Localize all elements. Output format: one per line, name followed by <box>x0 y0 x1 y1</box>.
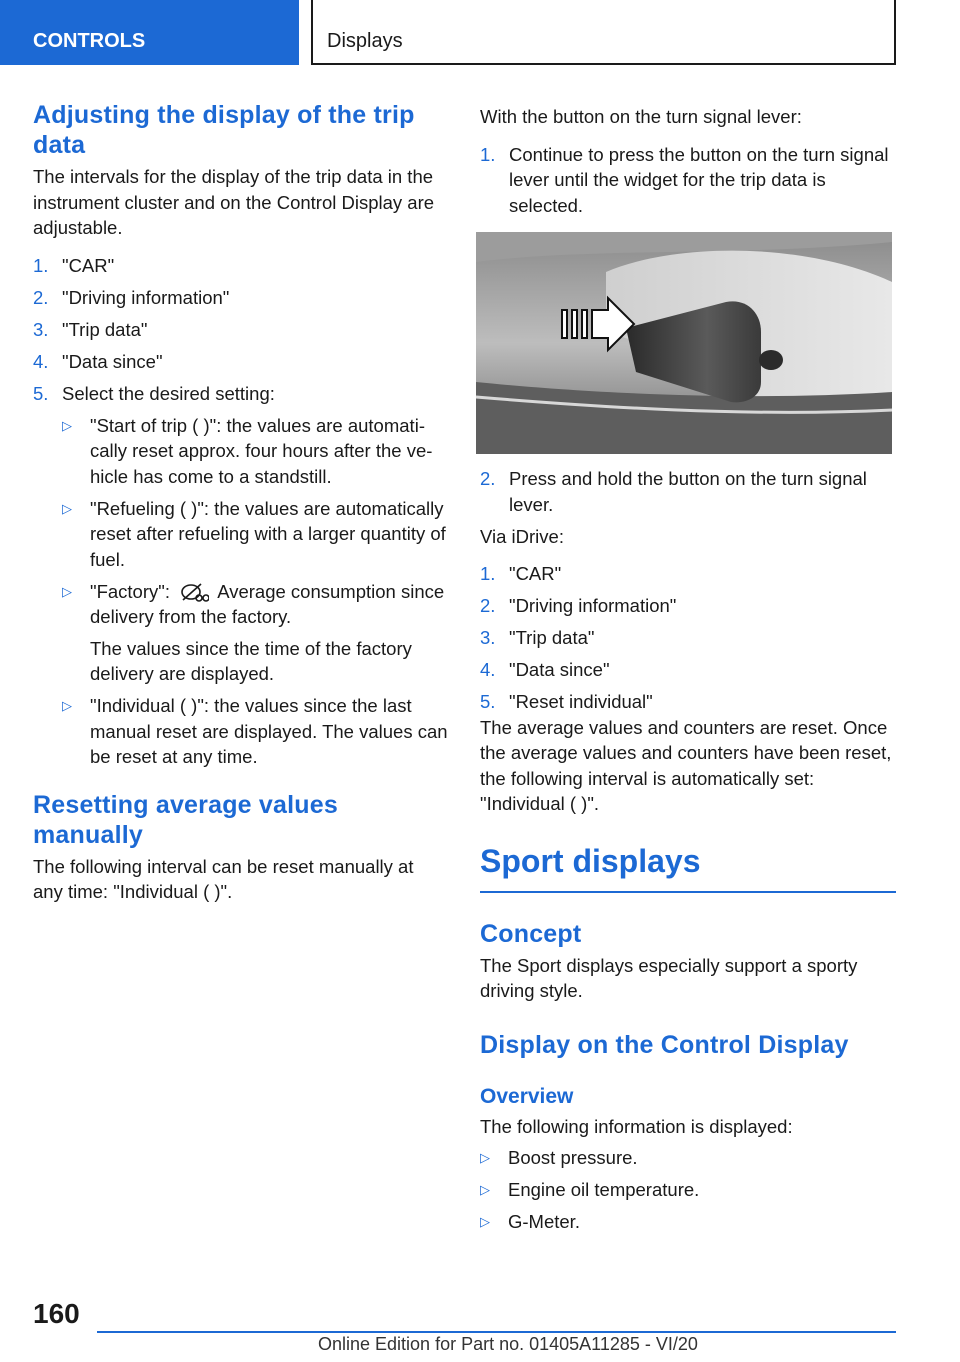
step-number: 1. <box>480 563 496 584</box>
triangle-right-icon: ▷ <box>480 1214 490 1229</box>
chapter-label: CONTROLS <box>33 30 146 52</box>
factory-symbol-icon <box>179 581 209 603</box>
list-item <box>480 142 896 219</box>
step-number: 2. <box>480 595 496 616</box>
step-text: Continue to press the button on the turn signal lever until the widget for the trip data is selected. <box>509 143 889 216</box>
list-item <box>480 625 896 651</box>
step-number: 5. <box>480 691 496 712</box>
overview-list <box>480 1145 896 1235</box>
step-text: "Trip data" <box>62 318 148 340</box>
adjust-intro-text: The intervals for the display of the trip data in the instrument cluster and on the Control Display are adjustable. <box>33 166 435 238</box>
list-item <box>480 1209 896 1235</box>
step-text: "Driving information" <box>509 595 677 616</box>
idrive-steps-list <box>480 561 896 715</box>
right-column <box>480 104 896 1241</box>
left-column <box>33 100 448 905</box>
step-text: "CAR" <box>62 254 115 276</box>
adjust-trip-display-heading: Adjusting the display of the trip data <box>33 101 415 159</box>
option-factory-label: "Factory": <box>90 580 170 602</box>
adjust-steps-list <box>33 253 448 407</box>
lever-intro-text: With the button on the turn signal lever: <box>480 106 802 127</box>
overview-intro-text: The following information is displayed: <box>480 1115 793 1137</box>
step-text: "Data since" <box>509 659 610 680</box>
list-item <box>62 496 448 573</box>
triangle-right-icon: ▷ <box>62 500 72 516</box>
reset-average-heading: Resetting average values manually <box>33 790 338 849</box>
overview-item: Engine oil temperature. <box>508 1179 700 1200</box>
triangle-right-icon: ▷ <box>480 1150 490 1165</box>
list-item <box>33 381 448 407</box>
list-item <box>33 349 448 375</box>
section-header <box>311 0 896 65</box>
step-number: 1. <box>480 143 496 165</box>
step-number: 2. <box>480 468 496 489</box>
concept-heading: Concept <box>480 919 582 948</box>
option-start-of-trip: "Start of trip ( )": the values are automatically reset approx. four hours after the vehicle has come to a standstill. <box>90 414 433 487</box>
list-item <box>33 285 448 311</box>
step-number: 5. <box>33 382 49 404</box>
list-item <box>480 657 896 683</box>
lever-figure-svg <box>476 232 892 454</box>
option-factory-text: Average consumption since delivery from the factory. <box>90 580 445 627</box>
page-number: 160 <box>33 1298 80 1329</box>
step-text: "Driving information" <box>62 286 230 308</box>
option-individual: "Individual ( )": the values since the last manual reset are displayed. The values can be reset at any time. <box>90 695 448 767</box>
triangle-right-icon: ▷ <box>62 417 72 433</box>
section-divider <box>480 891 896 893</box>
list-item <box>480 689 896 715</box>
overview-heading: Overview <box>480 1084 574 1108</box>
list-item <box>480 1177 896 1203</box>
step-text: "Data since" <box>62 350 163 372</box>
step-number: 3. <box>33 318 49 340</box>
triangle-right-icon: ▷ <box>62 698 72 713</box>
concept-text: The Sport displays especially support a sporty driving style. <box>480 954 858 1001</box>
reset-average-text: The following interval can be reset manually at any time: "Individual ( )". <box>33 855 414 902</box>
list-item <box>33 253 448 279</box>
step-number: 3. <box>480 627 496 648</box>
step-number: 1. <box>33 254 49 276</box>
step-number: 4. <box>480 659 496 680</box>
step-text: Press and hold the button on the turn signal lever. <box>509 468 867 515</box>
section-label: Displays <box>327 30 403 52</box>
list-item <box>62 693 448 770</box>
reset-result-text: The average values and counters are reset. Once the average values and counters have been reset, the following interval is automatically set: "Individual ( )". <box>480 716 892 814</box>
overview-item: Boost pressure. <box>508 1147 638 1168</box>
turn-signal-lever-illustration <box>476 232 892 454</box>
lever-steps-list-cont <box>480 466 896 517</box>
footer-edition-text: Online Edition for Part no. 01405A11285 - VI/20 <box>318 1334 698 1354</box>
list-item <box>62 413 448 490</box>
chapter-tab <box>0 0 299 65</box>
triangle-right-icon: ▷ <box>62 583 72 599</box>
step-text: "CAR" <box>509 563 562 584</box>
idrive-intro-text: Via iDrive: <box>480 525 564 547</box>
list-item <box>33 317 448 343</box>
step-text: Select the desired setting: <box>62 382 275 404</box>
step-number: 4. <box>33 350 49 372</box>
step-text: "Reset individual" <box>509 691 653 712</box>
list-item <box>62 579 448 687</box>
list-item <box>480 561 896 587</box>
step-text: "Trip data" <box>509 627 595 648</box>
overview-item: G-Meter. <box>508 1211 580 1232</box>
sport-displays-heading: Sport displays <box>480 842 701 879</box>
lever-steps-list <box>480 142 896 219</box>
footer-divider <box>97 1331 896 1333</box>
control-display-heading: Display on the Control Display <box>480 1030 849 1059</box>
option-refueling: "Refueling ( )": the values are automatically reset after refueling with a larger quantity of fuel. <box>90 497 446 570</box>
step-number: 2. <box>33 286 49 308</box>
list-item <box>480 593 896 619</box>
option-factory-note: The values since the time of the factory delivery are displayed. <box>90 637 412 684</box>
setting-options-list <box>62 413 448 770</box>
list-item <box>480 466 896 517</box>
triangle-right-icon: ▷ <box>480 1182 490 1197</box>
list-item <box>480 1145 896 1171</box>
